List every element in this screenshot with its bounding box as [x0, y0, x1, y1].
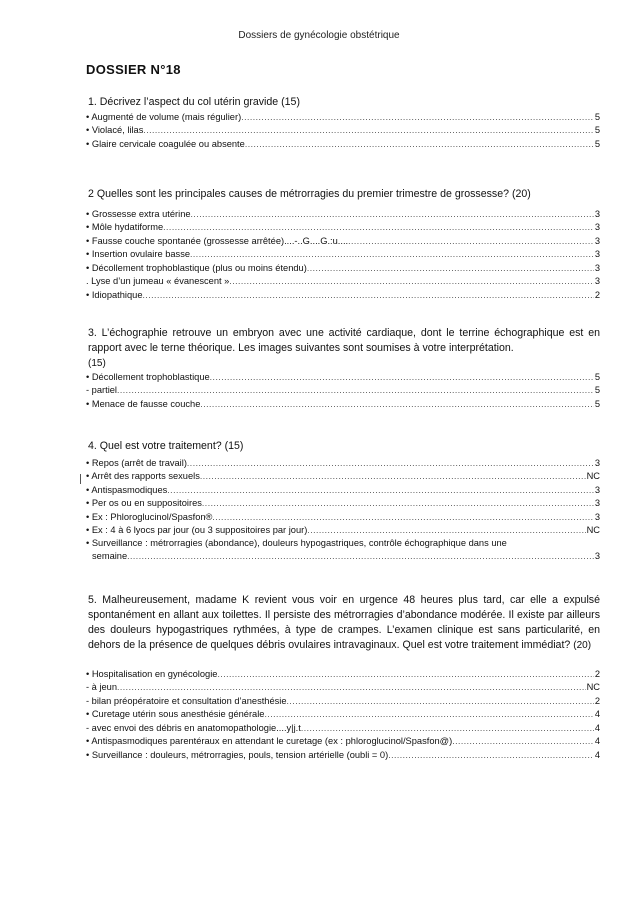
answer-item: • Curetage utérin sous anesthésie générale ..... 4	[86, 708, 600, 722]
question-1: 1. Décrivez l’aspect du col utérin gravide (15)	[88, 96, 300, 108]
answer-list-5	[86, 667, 600, 762]
answer-item: - bilan préopératoire et consultation d’anesthésie ..... 2	[86, 694, 600, 708]
answer-list-4	[86, 456, 600, 563]
answer-item: • Décollement trophoblastique (plus ou moins étendu) ..... 3	[86, 261, 600, 275]
answer-item: - partiel ..... 5	[86, 384, 600, 398]
answer-item: • Augmenté de volume (mais régulier) ..... 5	[86, 110, 600, 124]
question-3-points: (15)	[88, 358, 106, 369]
dossier-title: DOSSIER N°18	[86, 62, 181, 77]
answer-item: • Antispasmodiques parentéraux en attendant le curetage (ex : phloroglucinol/Spasfon@) ..... 4	[86, 735, 600, 749]
answer-item: • Menace de fausse couche ..... 5	[86, 397, 600, 411]
answer-item: • Surveillance : métrorragies (abondance), douleurs hypogastriques, contrôle échographique dans une semaine ..... 3	[86, 537, 600, 563]
answer-item: • Ex : Phloroglucinol/Spasfon® ..... 3	[86, 510, 600, 524]
answer-list-2	[86, 207, 600, 302]
answer-item: • Ex : 4 à 6 lyocs par jour (ou 3 suppositoires par jour) ..... NC	[86, 524, 600, 538]
answer-item: • Fausse couche spontanée (grossesse arrêtée)....-..G....G.:u.... ..... 3	[86, 234, 600, 248]
question-5-text: 5. Malheureusement, madame K revient vous voir en urgence 48 heures plus tard, car elle a expulsé spontanément en allant aux toilettes. Il persiste des métrorragies d’abondance modérée. Il existe par ailleurs des douleurs hypogastriques rythmées, à type de crampes. L’examen clinique est sans particularité, en dehors de la présence de quelques débris ovulaires intravaginaux. Quel est votre traitement immédiat?	[88, 594, 600, 651]
answer-item: . Lyse d’un jumeau « évanescent » ..... 3	[86, 275, 600, 289]
answer-item: • Glaire cervicale coagulée ou absente ..... 5	[86, 137, 600, 151]
answer-item: • Grossesse extra utérine ..... 3	[86, 207, 600, 221]
answer-item: • Môle hydatiforme ..... 3	[86, 221, 600, 235]
answer-item: • Hospitalisation en gynécologie ..... 2	[86, 667, 600, 681]
answer-item: • Violacé, lilas ..... 5	[86, 124, 600, 138]
question-5	[88, 593, 600, 653]
question-4: 4. Quel est votre traitement? (15)	[88, 440, 244, 452]
answer-list-3	[86, 370, 600, 411]
answer-item: • Arrêt des rapports sexuels ..... NC	[86, 470, 600, 484]
answer-item: • Per os ou en suppositoires ..... 3	[86, 497, 600, 511]
answer-item: - avec envoi des débris en anatomopathologie....y|j.t ..... 4	[86, 721, 600, 735]
answer-item: - à jeun ..... NC	[86, 681, 600, 695]
question-5-points: (20)	[573, 640, 592, 651]
question-3-text: 3. L’échographie retrouve un embryon avec une activité cardiaque, dont le terrine échographique est en rapport avec le terne théorique. Les images suivantes sont soumises à votre interprétation.	[88, 327, 600, 354]
answer-item: • Antispasmodiques ..... 3	[86, 483, 600, 497]
question-3	[88, 326, 600, 371]
answer-list-1	[86, 110, 600, 151]
question-2: 2 Quelles sont les principales causes de métrorragies du premier trimestre de grossesse? (20)	[88, 188, 531, 200]
answer-item: • Surveillance : douleurs, métrorragies, pouls, tension artérielle (oubli = 0) ..... 4	[86, 748, 600, 762]
answer-item: • Insertion ovulaire basse ..... 3	[86, 248, 600, 262]
answer-item: • Décollement trophoblastique ..... 5	[86, 370, 600, 384]
margin-mark	[80, 474, 81, 484]
answer-item: • Repos (arrêt de travail) ..... 3	[86, 456, 600, 470]
answer-item: • Idiopathique ..... 2	[86, 288, 600, 302]
running-header: Dossiers de gynécologie obstétrique	[238, 30, 400, 41]
